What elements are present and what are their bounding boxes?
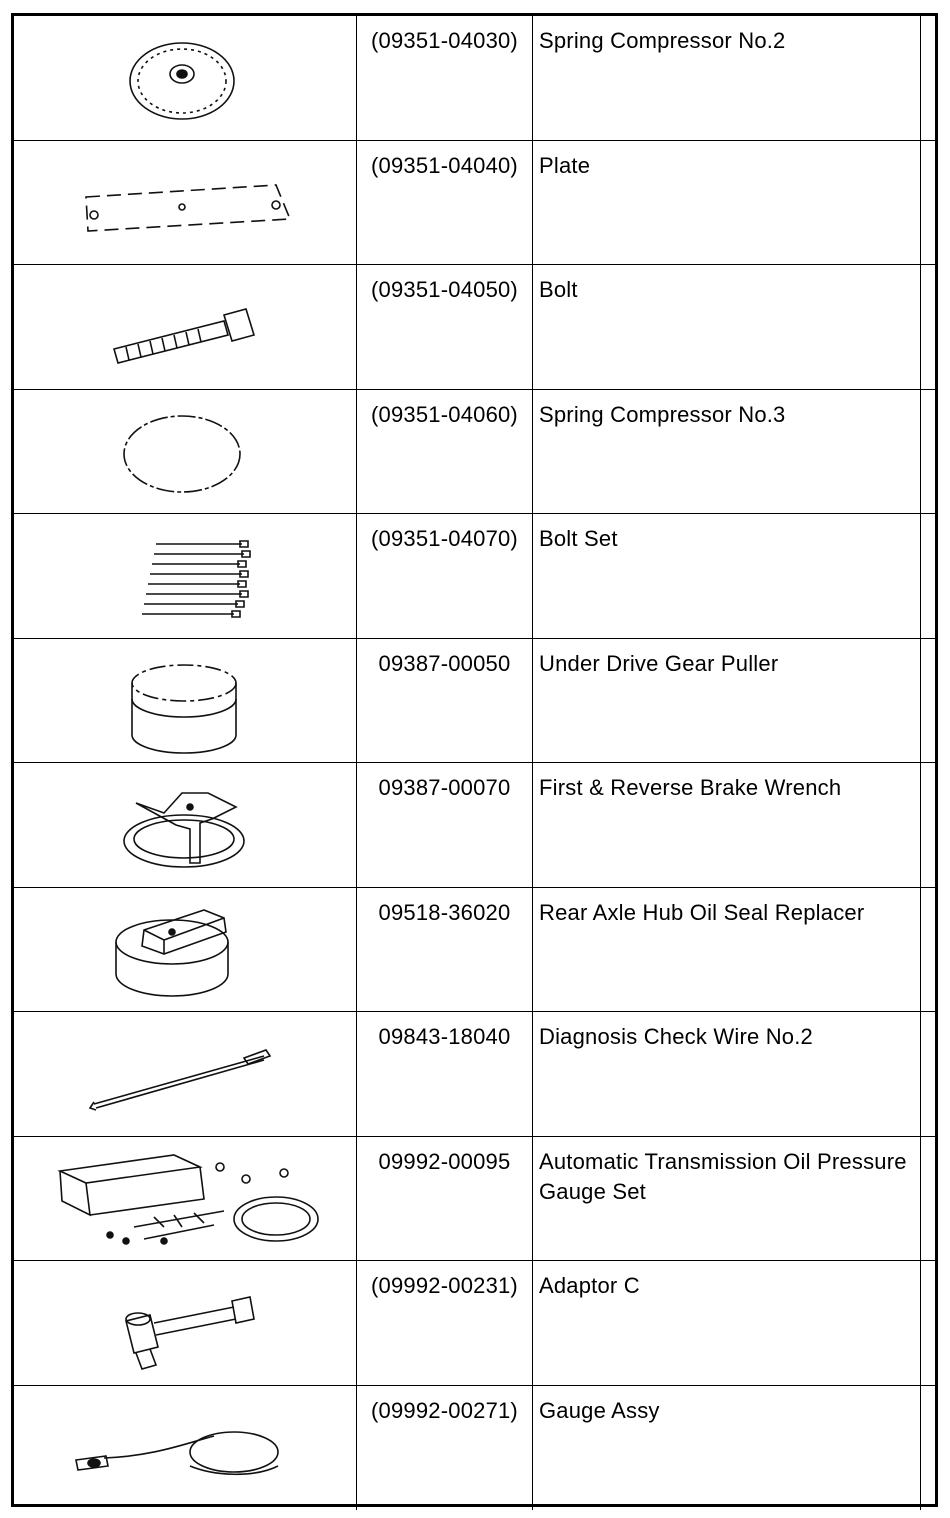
tool-name: Plate (539, 152, 591, 178)
part-number: (09351-04030) (371, 28, 518, 53)
note-cell (921, 265, 935, 275)
part-number: 09387-00070 (378, 775, 511, 800)
note-cell (921, 1261, 935, 1271)
tool-name: Gauge Assy (539, 1397, 660, 1423)
table-row (14, 1386, 935, 1511)
note-cell (921, 141, 935, 151)
part-number: 09843-18040 (378, 1024, 511, 1049)
table-row (14, 390, 935, 515)
tool-name: Adaptor C (539, 1273, 640, 1298)
illustration-cell (14, 1012, 357, 1136)
bolt-icon (14, 265, 357, 389)
gauge-assy-icon (14, 1386, 357, 1510)
table-row (14, 514, 935, 639)
illustration-cell (14, 639, 357, 763)
tool-name: Spring Compressor No.2 (539, 28, 786, 53)
part-number: (09351-04070) (371, 526, 518, 551)
part-number: (09992-00271) (371, 1397, 518, 1423)
tool-name: Rear Axle Hub Oil Seal Replacer (539, 899, 865, 925)
tool-name: Under Drive Gear Puller (539, 650, 779, 676)
part-number: 09387-00050 (378, 650, 511, 676)
adaptor-icon (14, 1261, 357, 1385)
part-number: (09351-04040) (371, 152, 518, 178)
table-row (14, 1012, 935, 1137)
check-wire-icon (14, 1012, 357, 1136)
tool-name: First & Reverse Brake Wrench (539, 775, 842, 800)
table-row (14, 888, 935, 1013)
table-row (14, 141, 935, 266)
tool-name: Spring Compressor No.3 (539, 401, 786, 427)
oil-seal-replacer-icon (14, 888, 357, 1012)
plate-icon (14, 141, 357, 265)
tool-name: Automatic Transmission Oil Pressure Gauge Set (539, 1148, 907, 1204)
part-number: 09992-00095 (378, 1148, 511, 1174)
note-cell (921, 1386, 935, 1396)
illustration-cell (14, 390, 357, 514)
note-cell (921, 639, 935, 649)
illustration-cell (14, 16, 357, 140)
note-cell (921, 390, 935, 400)
illustration-cell (14, 1386, 357, 1511)
illustration-cell (14, 265, 357, 389)
part-number: (09351-04050) (371, 277, 518, 302)
table-row (14, 265, 935, 390)
illustration-cell (14, 763, 357, 887)
table-row (14, 639, 935, 764)
tool-name: Diagnosis Check Wire No.2 (539, 1024, 813, 1049)
illustration-cell (14, 1261, 357, 1385)
illustration-cell (14, 888, 357, 1012)
spring-compressor-ring-icon (14, 390, 357, 514)
note-cell (921, 16, 935, 26)
table-row (14, 16, 935, 141)
pressure-gauge-set-icon (14, 1137, 357, 1261)
table-row (14, 1137, 935, 1262)
note-cell (921, 514, 935, 524)
tool-name: Bolt Set (539, 526, 618, 551)
note-cell (921, 1137, 935, 1147)
part-number: (09992-00231) (371, 1273, 518, 1298)
illustration-cell (14, 141, 357, 265)
sst-table (11, 13, 938, 1507)
brake-wrench-icon (14, 763, 357, 887)
table-row (14, 763, 935, 888)
tool-name: Bolt (539, 277, 578, 302)
note-cell (921, 888, 935, 898)
note-cell (921, 1012, 935, 1022)
gear-puller-icon (14, 639, 357, 763)
illustration-cell (14, 1137, 357, 1261)
part-number: 09518-36020 (378, 899, 511, 925)
bolt-set-icon (14, 514, 357, 638)
part-number: (09351-04060) (371, 401, 518, 427)
table-row (14, 1261, 935, 1386)
note-cell (921, 763, 935, 773)
illustration-cell (14, 514, 357, 638)
spring-compressor-disc-icon (14, 16, 357, 140)
